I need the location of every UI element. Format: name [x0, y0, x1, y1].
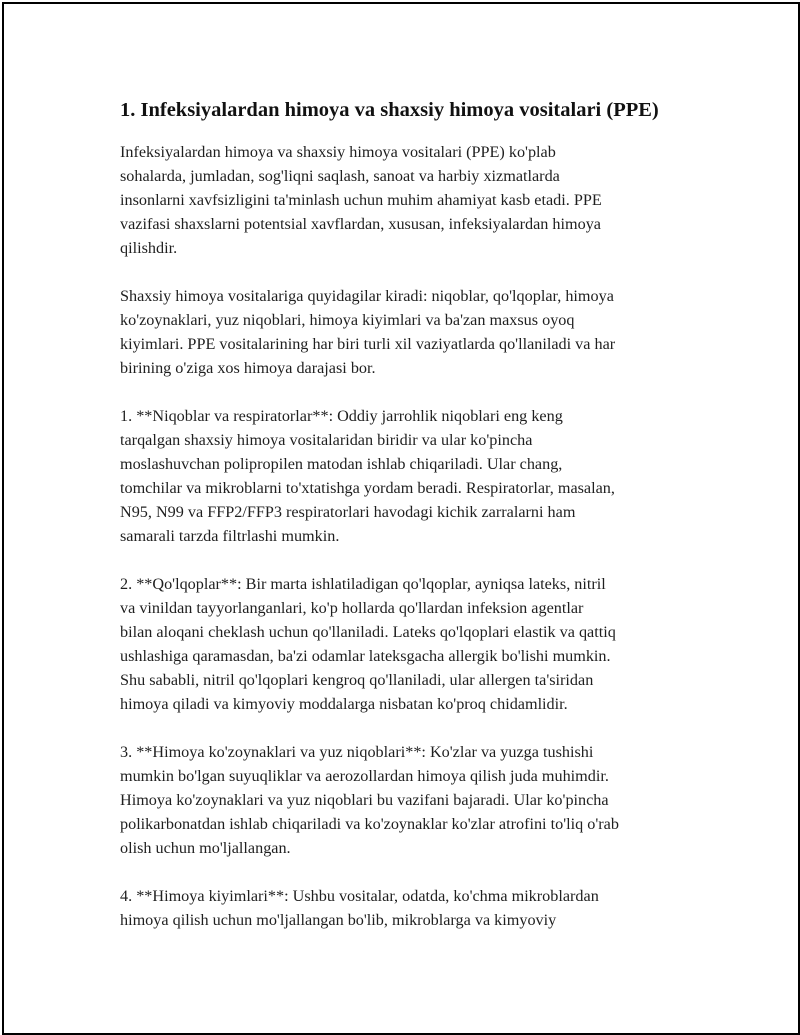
text-line: polikarbonatdan ishlab chiqariladi va ko'zoynaklar ko'zlar atrofini to'liq o'rab	[120, 815, 619, 833]
text-line: moslashuvchan polipropilen matodan ishlab chiqariladi. Ular chang,	[120, 455, 563, 473]
text-line: Infeksiyalardan himoya va shaxsiy himoya vositalari (PPE) ko'plab	[120, 143, 556, 161]
text-line: mumkin bo'lgan suyuqliklar va aerozollardan himoya qilish juda muhimdir.	[120, 767, 609, 785]
text-line: samarali tarzda filtrlashi mumkin.	[120, 527, 340, 545]
text-line: sohalarda, jumladan, sog'liqni saqlash, sanoat va harbiy xizmatlarda	[120, 167, 560, 185]
text-line: birining o'ziga xos himoya darajasi bor.	[120, 359, 376, 377]
paragraph-intro	[120, 140, 700, 260]
text-line: 2. **Qo'lqoplar**: Bir marta ishlatiladigan qo'lqoplar, ayniqsa lateks, nitril	[120, 575, 606, 593]
text-line: bilan aloqani cheklash uchun qo'llaniladi. Lateks qo'lqoplari elastik va qattiq	[120, 623, 616, 641]
text-line: ushlashiga qaramasdan, ba'zi odamlar lateksgacha allergik bo'lishi mumkin.	[120, 647, 611, 665]
text-line: va vinildan tayyorlanganlari, ko'p hollarda qo'llardan infeksion agentlar	[120, 599, 584, 617]
paragraph-clothing	[120, 884, 700, 932]
text-line: kiyimlari. PPE vositalarining har biri turli xil vaziyatlarda qo'llaniladi va har	[120, 335, 616, 353]
text-line: N95, N99 va FFP2/FFP3 respiratorlari havodagi kichik zarralarni ham	[120, 503, 576, 521]
text-line: 4. **Himoya kiyimlari**: Ushbu vositalar, odatda, ko'chma mikroblardan	[120, 887, 599, 905]
text-line: Shu sababli, nitril qo'lqoplari kengroq qo'llaniladi, ular allergen ta'siridan	[120, 671, 594, 689]
text-line: tarqalgan shaxsiy himoya vositalaridan biridir va ular ko'pincha	[120, 431, 533, 449]
text-line: qilishdir.	[120, 239, 178, 257]
text-line: Himoya ko'zoynaklari va yuz niqoblari bu vazifani bajaradi. Ular ko'pincha	[120, 791, 609, 809]
text-line: vazifasi shaxslarni potentsial xavflardan, xususan, infeksiyalardan himoya	[120, 215, 601, 233]
page-frame	[2, 2, 800, 1035]
text-line: insonlarni xavfsizligini ta'minlash uchun muhim ahamiyat kasb etadi. PPE	[120, 191, 602, 209]
text-line: Shaxsiy himoya vositalariga quyidagilar kiradi: niqoblar, qo'lqoplar, himoya	[120, 287, 614, 305]
text-line: tomchilar va mikroblarni to'xtatishga yordam beradi. Respiratorlar, masalan,	[120, 479, 615, 497]
paragraph-masks	[120, 404, 700, 548]
text-line: olish uchun mo'ljallangan.	[120, 839, 291, 857]
text-line: ko'zoynaklari, yuz niqoblari, himoya kiyimlari va ba'zan maxsus oyoq	[120, 311, 575, 329]
document-body	[120, 96, 700, 956]
paragraph-ppe-list	[120, 284, 700, 380]
text-line: 3. **Himoya ko'zoynaklari va yuz niqoblari**: Ko'zlar va yuzga tushishi	[120, 743, 594, 761]
text-line: himoya qiladi va kimyoviy moddalarga nisbatan ko'proq chidamlidir.	[120, 695, 568, 713]
text-line: 1. **Niqoblar va respiratorlar**: Oddiy jarrohlik niqoblari eng keng	[120, 407, 563, 425]
paragraph-goggles	[120, 740, 700, 860]
text-line: himoya qilish uchun mo'ljallangan bo'lib, mikroblarga va kimyoviy	[120, 911, 557, 929]
paragraph-gloves	[120, 572, 700, 716]
section-heading: 1. Infeksiyalardan himoya va shaxsiy himoya vositalari (PPE)	[120, 99, 659, 121]
